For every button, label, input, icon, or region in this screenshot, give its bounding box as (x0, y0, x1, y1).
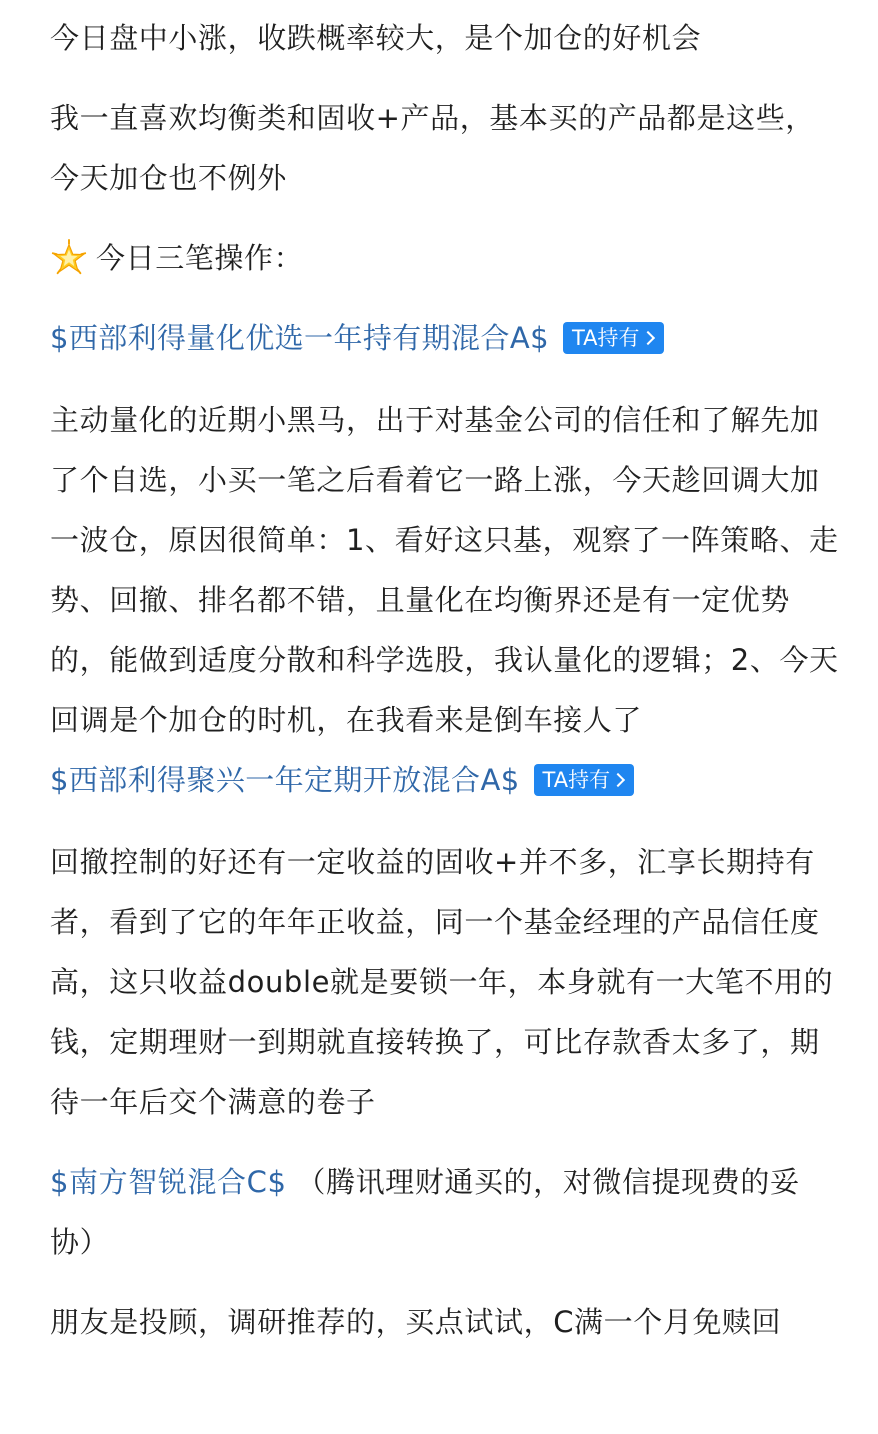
post-paragraph-fund2-reason: 回撤控制的好还有一定收益的固收+并不多，汇享长期持有者，看到了它的年年正收益，同一个基金经理的产品信任度高，这只收益double就是要锁一年，本身就有一大笔不用的钱，定期理财一到期就直接转换了，可比存款香太多了，期待一年后交个满意的卷子 (50, 845, 834, 1119)
post-paragraph-intro: 今日盘中小涨，收跌概率较大，是个加仓的好机会 (50, 21, 702, 55)
ta-holding-badge-1[interactable] (563, 322, 664, 354)
fund-link-1[interactable]: $西部利得量化优选一年持有期混合A$ (50, 321, 549, 355)
post-paragraph-fund1-reason: 主动量化的近期小黑马，出于对基金公司的信任和了解先加了个自选，小买一笔之后看着它一路上涨，今天趁回调大加一波仓，原因很简单：1、看好这只基，观察了一阵策略、走势、回撤、排名都不错，且量化在均衡界还是有一定优势的，能做到适度分散和科学选股，我认量化的逻辑；2、今天回调是个加仓的时机，在我看来是倒车接人了 (50, 403, 839, 737)
ta-holding-badge-2[interactable] (534, 764, 635, 796)
post-paragraph-fund3-reason: 朋友是投顾，调研推荐的，买点试试，C满一个月免赎回 (50, 1305, 782, 1339)
fund-mention-1 (50, 308, 840, 368)
glowing-star-icon (50, 239, 88, 277)
operations-heading (50, 228, 840, 288)
chevron-right-icon (640, 331, 654, 345)
fund-link-3[interactable]: $南方智锐混合C$ (50, 1165, 287, 1199)
fund-mention-2 (50, 750, 840, 810)
chevron-right-icon (611, 773, 625, 787)
ta-holding-badge-label: TA持有 (571, 326, 640, 350)
ta-holding-badge-label: TA持有 (542, 768, 611, 792)
fund-mention-3 (50, 1152, 840, 1272)
post-body (50, 0, 840, 1352)
fund3-note: （腾讯理财通买的，对微信提现费的妥协） (50, 1165, 800, 1259)
fund-link-2[interactable]: $西部利得聚兴一年定期开放混合A$ (50, 763, 520, 797)
operations-heading-text: 今日三笔操作： (96, 241, 304, 275)
post-paragraph-preference: 我一直喜欢均衡类和固收+产品，基本买的产品都是这些，今天加仓也不例外 (50, 101, 815, 195)
